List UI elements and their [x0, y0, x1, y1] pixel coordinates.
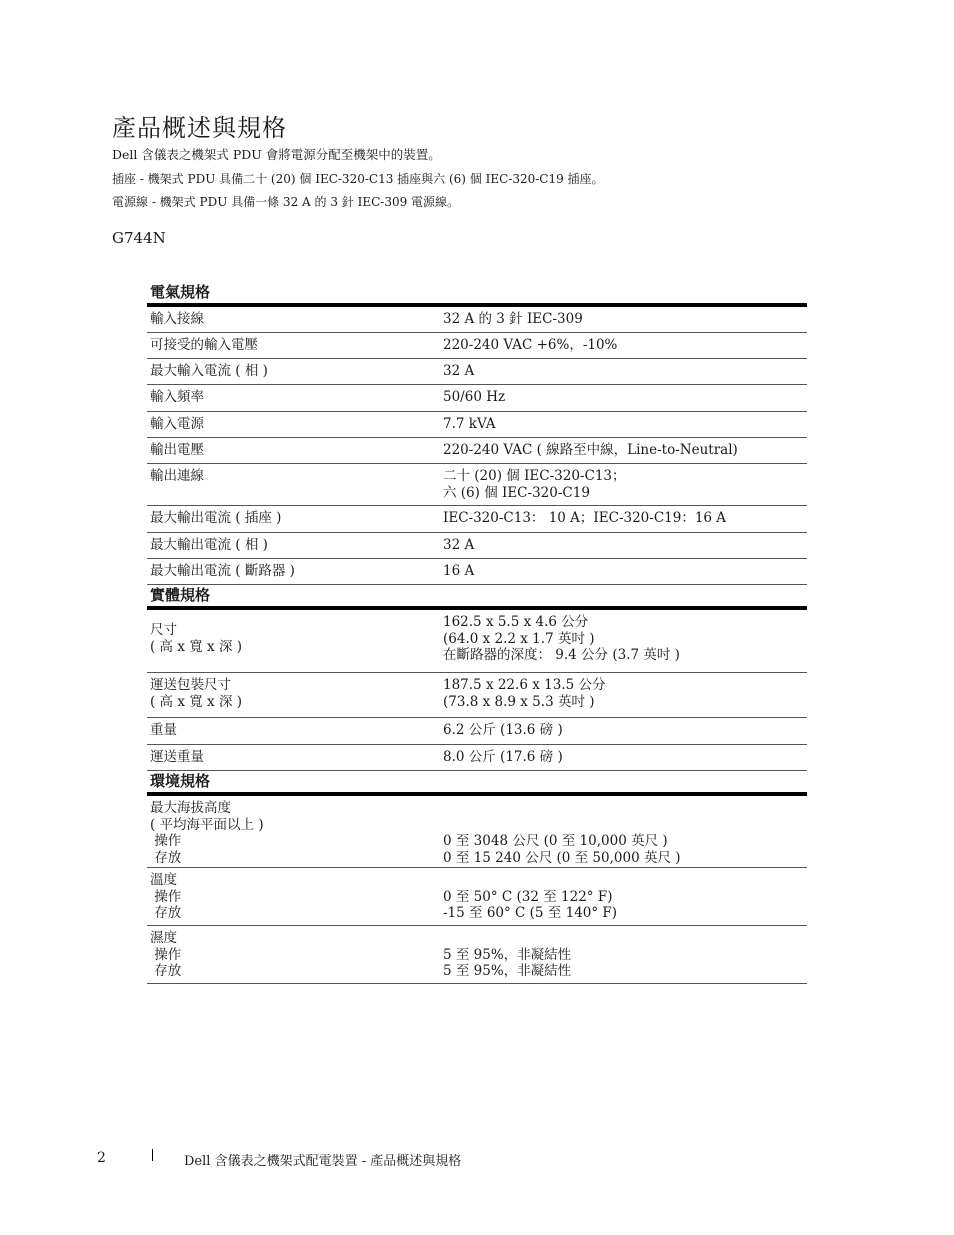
spec-label-line: 最大輸出電流 ( 斷路器 ): [150, 563, 295, 579]
spec-value-line: -15 至 60° C (5 至 140° F): [443, 905, 618, 921]
spec-label-line: 存放: [150, 849, 182, 866]
spec-value-line: 5 至 95%，非凝結性: [443, 946, 572, 963]
spec-value-line: 32 A 的 3 針 IEC-309: [443, 311, 583, 327]
spec-value-line: 32 A: [443, 537, 475, 553]
intro-paragraph: Dell 含儀表之機架式 PDU 會將電源分配至機架中的裝置。: [112, 147, 441, 162]
spec-label-line: 溫度: [150, 872, 177, 888]
spec-row: [147, 745, 807, 771]
spec-value-line: 0 至 3048 公尺 (0 至 10,000 英尺 ): [443, 833, 668, 849]
spec-label: [147, 722, 443, 744]
spec-label: [147, 363, 443, 384]
spec-label: [147, 800, 443, 867]
spec-row: [147, 464, 807, 506]
spec-value-line: 8.0 公斤 (17.6 磅 ): [443, 749, 563, 765]
spec-value-line: 5 至 95%，非凝結性: [443, 963, 572, 979]
spec-label-line: 輸入電源: [150, 416, 204, 432]
spec-value-line: 50/60 Hz: [443, 389, 506, 405]
spec-row: [147, 718, 807, 745]
spec-label: [147, 442, 443, 463]
spec-label-line: 重量: [150, 722, 177, 738]
spec-value-line: 16 A: [443, 563, 475, 579]
spec-value-line: 7.7 kVA: [443, 416, 496, 432]
spec-label-line: 運送重量: [150, 749, 204, 765]
spec-label: [147, 563, 443, 584]
spec-label: [147, 337, 443, 358]
spec-value: [443, 337, 807, 358]
spec-label: [147, 872, 443, 925]
spec-label-line: 可接受的輸入電壓: [150, 337, 258, 353]
spec-row: [147, 412, 807, 438]
spec-label: [147, 389, 443, 411]
spec-tables: [147, 282, 807, 984]
intro-power-cord: 電源線 - 機架式 PDU 具備一條 32 A 的 3 針 IEC-309 電源線。: [112, 195, 460, 209]
spec-value: [443, 389, 807, 411]
spec-row: [147, 506, 807, 533]
spec-label-line: 輸出連線: [150, 468, 204, 484]
spec-value: [443, 563, 807, 584]
spec-label-line: 最大輸出電流 ( 相 ): [150, 537, 268, 553]
footer-divider: [152, 1149, 153, 1161]
spec-value: [443, 614, 807, 672]
footer-text: Dell 含儀表之機架式配電裝置 - 產品概述與規格: [184, 1154, 462, 1169]
section-heading: 電氣規格: [147, 282, 807, 307]
spec-label-line: 操作: [150, 833, 182, 849]
spec-label-line: ( 高 x 寬 x 深 ): [150, 693, 243, 710]
spec-label-line: 最大輸入電流 ( 相 ): [150, 363, 268, 379]
spec-value: [443, 442, 807, 463]
spec-label-line: 最大海拔高度: [150, 800, 231, 816]
spec-value: [443, 677, 807, 717]
spec-value-line: 在斷路器的深度： 9.4 公分 (3.7 英吋 ): [443, 647, 680, 663]
spec-label-line: 存放: [150, 905, 182, 921]
page-title: 產品概述與規格: [112, 114, 287, 142]
spec-value: [443, 872, 807, 925]
spec-row: [147, 796, 807, 868]
spec-row: [147, 559, 807, 585]
spec-row: [147, 333, 807, 359]
spec-value-line: 187.5 x 22.6 x 13.5 公分: [443, 677, 606, 693]
spec-value: [443, 800, 807, 867]
spec-row: [147, 307, 807, 333]
spec-label: [147, 749, 443, 770]
spec-value: [443, 930, 807, 983]
spec-value-line: 0 至 50° C (32 至 122° F): [443, 888, 613, 905]
spec-row: [147, 359, 807, 385]
spec-value: [443, 510, 807, 532]
spec-label: [147, 468, 443, 505]
spec-value: [443, 468, 807, 505]
spec-row: [147, 673, 807, 718]
spec-value-line: 六 (6) 個 IEC-320-C19: [443, 484, 590, 501]
section-heading: 實體規格: [147, 585, 807, 610]
spec-label: [147, 614, 443, 672]
spec-label: [147, 311, 443, 332]
spec-label-line: 操作: [150, 946, 182, 963]
spec-value: [443, 416, 807, 437]
spec-value-line: 220-240 VAC +6%，-10%: [443, 337, 618, 353]
spec-label-line: 濕度: [150, 930, 177, 946]
spec-label-line: 存放: [150, 963, 182, 979]
spec-value-line: 220-240 VAC ( 線路至中線，Line-to-Neutral): [443, 442, 738, 458]
spec-row: [147, 385, 807, 412]
spec-label: [147, 416, 443, 437]
spec-label-line: 輸入接線: [150, 311, 204, 327]
spec-label-line: ( 平均海平面以上 ): [150, 816, 264, 833]
spec-label-line: 操作: [150, 888, 182, 905]
spec-label-line: 輸入頻率: [150, 389, 204, 405]
spec-value-line: 162.5 x 5.5 x 4.6 公分: [443, 614, 589, 630]
spec-label: [147, 677, 443, 717]
spec-row: [147, 926, 807, 984]
spec-value-line: (73.8 x 8.9 x 5.3 英吋 ): [443, 693, 595, 710]
spec-value-line: 0 至 15 240 公尺 (0 至 50,000 英尺 ): [443, 849, 681, 866]
spec-row: [147, 868, 807, 926]
page-number: 2: [97, 1150, 106, 1166]
spec-value: [443, 311, 807, 332]
spec-value: [443, 722, 807, 744]
spec-value: [443, 363, 807, 384]
spec-row: [147, 438, 807, 464]
spec-value-line: IEC-320-C13： 10 A；IEC-320-C19：16 A: [443, 510, 727, 526]
section-heading: 環境規格: [147, 771, 807, 796]
intro-outlets: 插座 - 機架式 PDU 具備二十 (20) 個 IEC-320-C13 插座與六 (6) 個 IEC-320-C19 插座。: [112, 172, 604, 186]
spec-value-line: (64.0 x 2.2 x 1.7 英吋 ): [443, 630, 595, 647]
spec-value-line: 6.2 公斤 (13.6 磅 ): [443, 722, 563, 738]
spec-label: [147, 510, 443, 532]
spec-row: [147, 533, 807, 559]
spec-label-line: 最大輸出電流 ( 插座 ): [150, 510, 282, 526]
model-number: G744N: [112, 229, 166, 247]
spec-row: [147, 610, 807, 673]
spec-value: [443, 537, 807, 558]
spec-value-line: 32 A: [443, 363, 475, 379]
spec-label-line: 運送包裝尺寸: [150, 677, 231, 693]
spec-value: [443, 749, 807, 770]
spec-value-line: 二十 (20) 個 IEC-320-C13；: [443, 468, 626, 484]
spec-label-line: 輸出電壓: [150, 442, 204, 458]
spec-label-line: 尺寸: [150, 622, 177, 639]
spec-label-line: ( 高 x 寬 x 深 ): [150, 638, 243, 655]
spec-label: [147, 537, 443, 558]
spec-label: [147, 930, 443, 983]
